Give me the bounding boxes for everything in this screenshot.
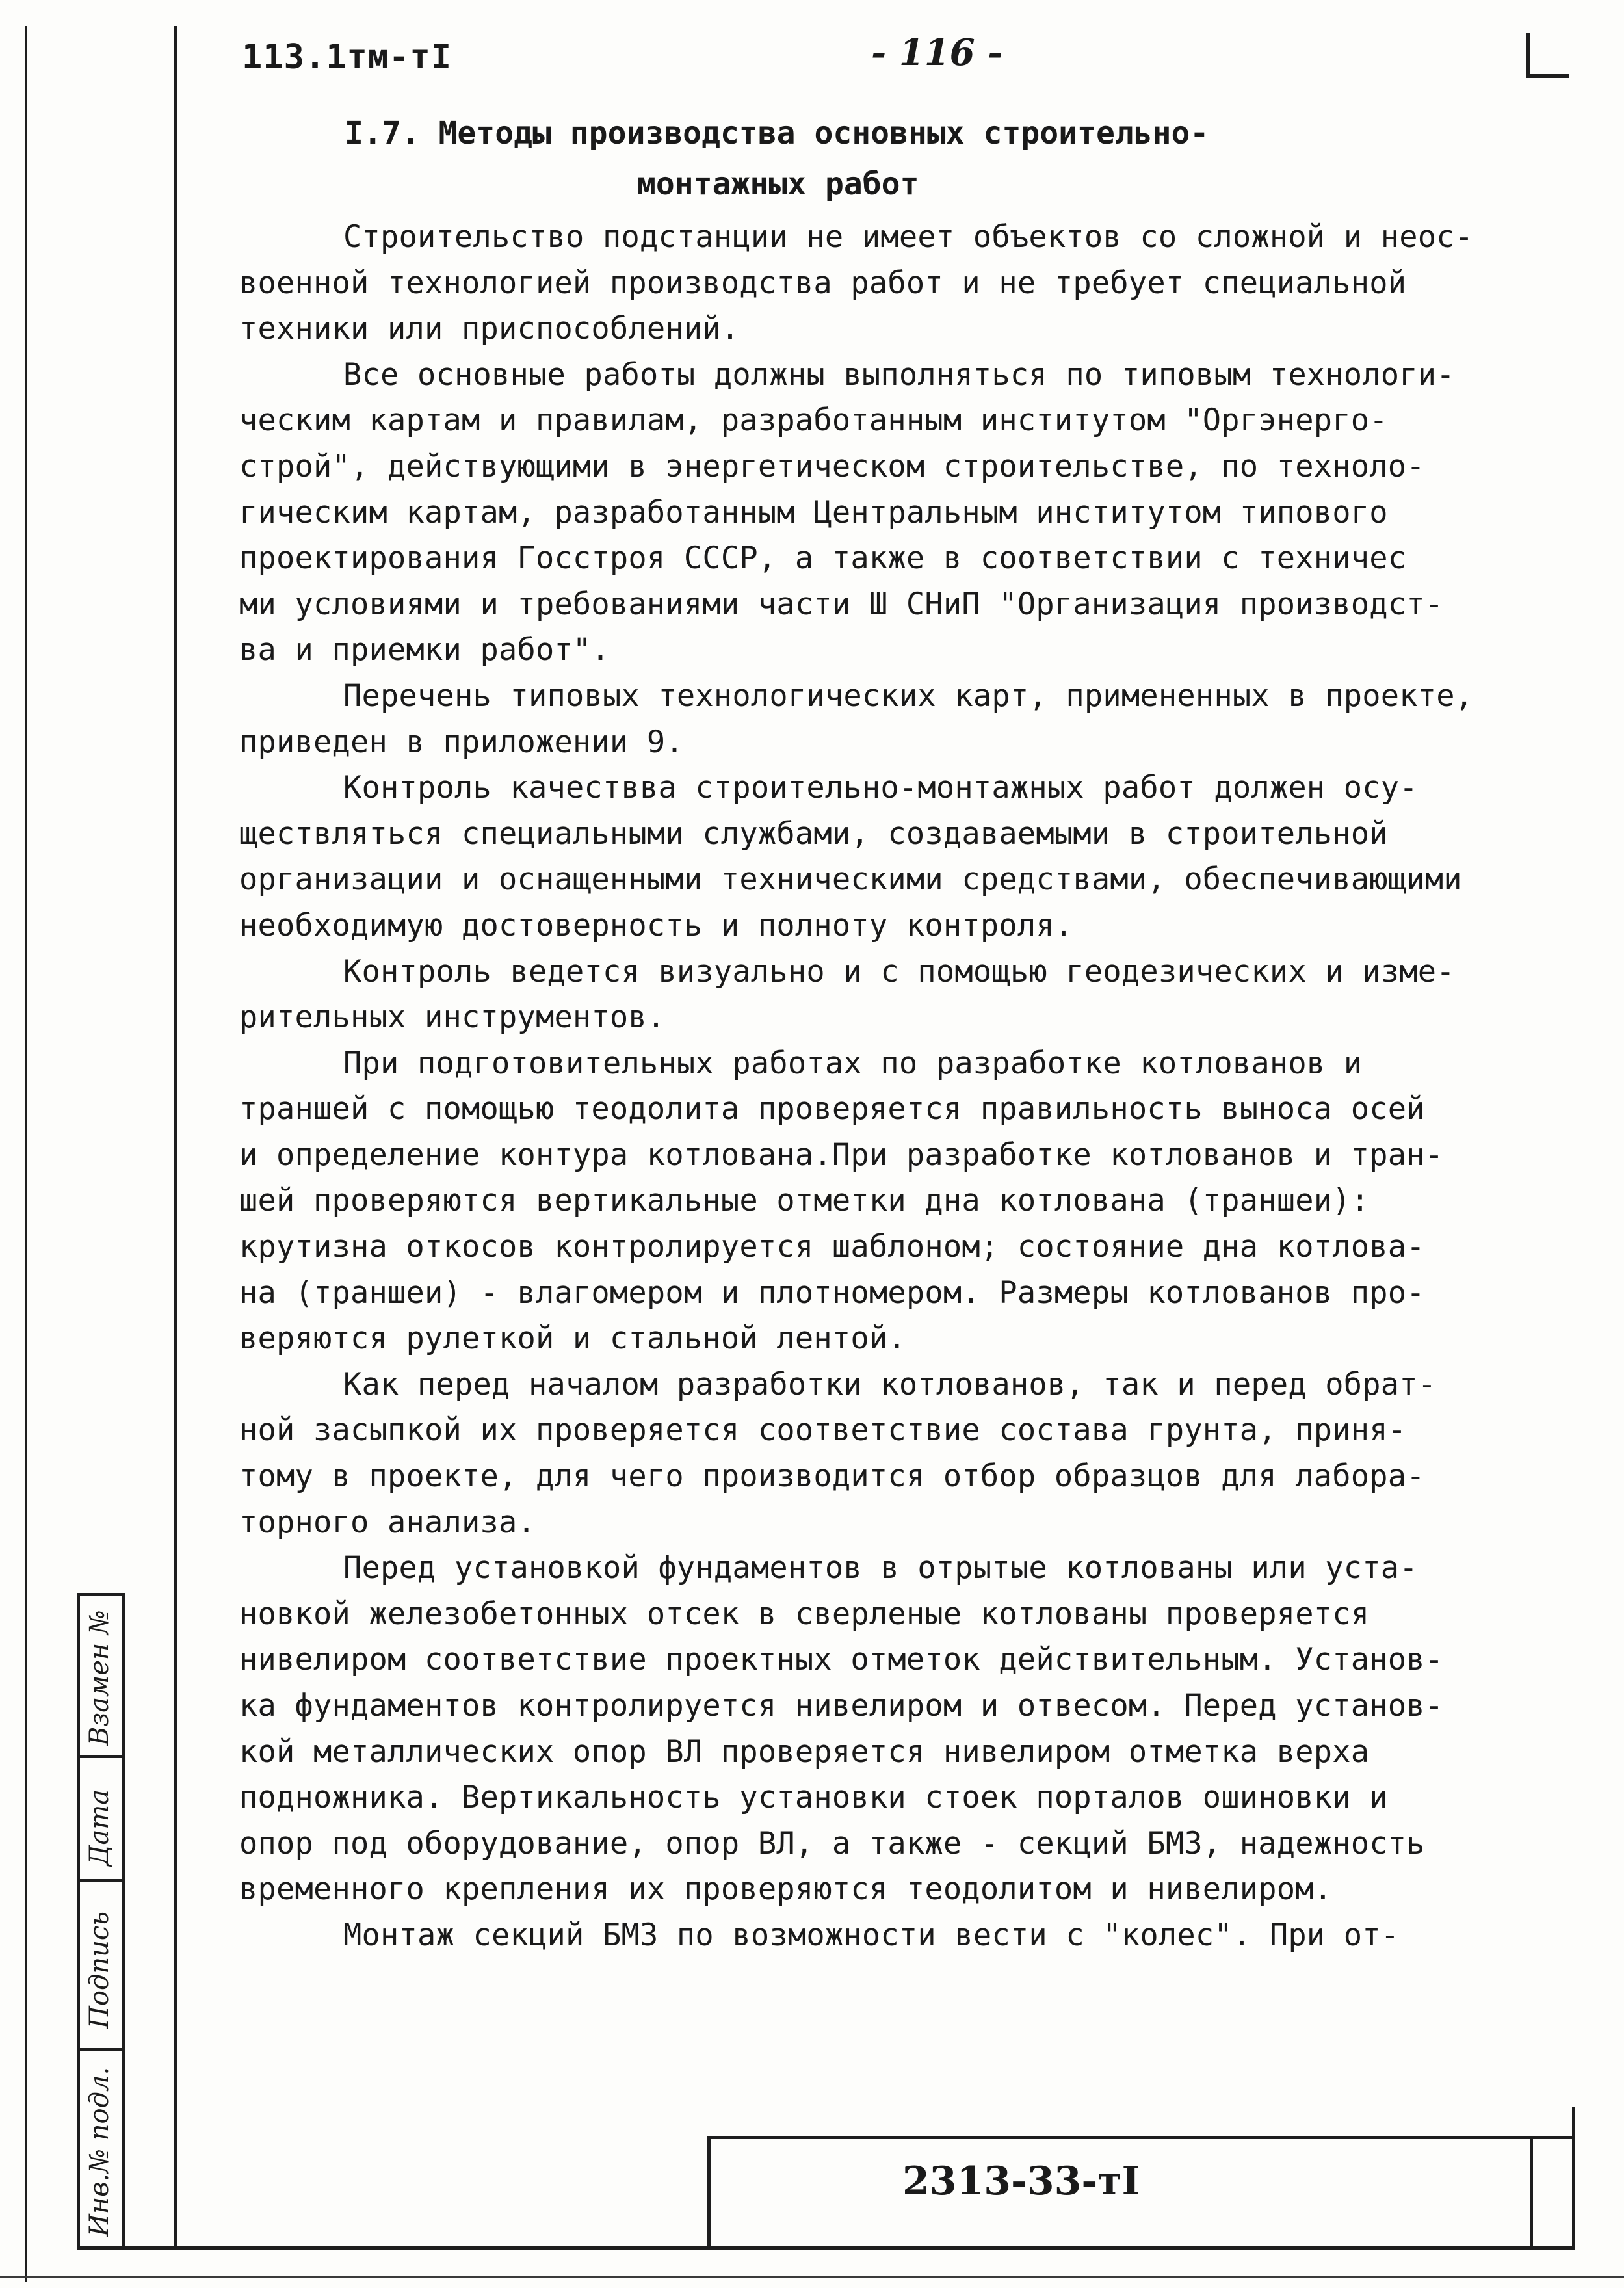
text-line: организации и оснащенными техническими средствами, обеспечивающими	[239, 861, 1462, 898]
section-title	[345, 108, 1385, 209]
stamp-label-replace: Взамен №	[85, 1610, 114, 1746]
text-line: торного анализа.	[239, 1504, 536, 1540]
corner-bracket-mark	[1526, 33, 1569, 78]
text-line: ческим картам и правилам, разработанным институтом "Оргэнерго-	[239, 402, 1388, 439]
text-line: военной технологией производства работ и не требует специальной	[239, 265, 1407, 301]
left-margin-frame-line	[174, 26, 177, 2250]
document-header-code: 113.1тм-тI	[242, 38, 452, 77]
bottom-frame-line	[77, 2246, 1572, 2250]
text-line: рительных инструментов.	[239, 999, 666, 1036]
document-code: 2313-33-тI	[902, 2159, 1140, 2204]
stamp-divider	[77, 1593, 125, 1596]
text-line: подножника. Вертикальность установки стоек порталов ошиновки и	[239, 1780, 1388, 1816]
text-line: Контроль ведется визуально и с помощью геодезических и изме-	[343, 953, 1455, 990]
paragraph	[239, 1545, 1565, 1913]
page-bottom-edge-line	[0, 2276, 1624, 2278]
text-line: При подготовительных работах по разработке котлованов и	[343, 1045, 1363, 1081]
text-line: ществляться специальными службами, создаваемыми в строительной	[239, 815, 1388, 852]
paragraph	[239, 215, 1565, 352]
section-title-line-2: монтажных работ	[637, 166, 919, 202]
text-line: ми условиями и требованиями части Ш СНиП "Организация производст-	[239, 586, 1444, 622]
body-text	[239, 215, 1565, 1959]
text-line: опор под оборудование, опор ВЛ, а также - секций БМЗ, надежность	[239, 1825, 1425, 1861]
text-line: ной засыпкой их проверяется соответствие состава грунта, приня-	[239, 1412, 1407, 1449]
text-line: ка фундаментов контролируется нивелиром и отвесом. Перед установ-	[239, 1688, 1444, 1724]
page-number: - 116 -	[871, 31, 1003, 74]
text-line: приведен в приложении 9.	[239, 724, 684, 760]
text-line: тому в проекте, для чего производится отбор образцов для лабора-	[239, 1458, 1425, 1495]
text-line: Строительство подстанции не имеет объектов со сложной и неос-	[343, 219, 1474, 255]
section-title-line-1: I.7. Методы производства основных строительно-	[345, 115, 1209, 151]
paragraph	[239, 949, 1565, 1041]
paragraph	[239, 352, 1565, 674]
text-line: и определение контура котлована.При разработке котлованов и тран-	[239, 1137, 1444, 1173]
text-line: Перечень типовых технологических карт, примененных в проекте,	[343, 677, 1474, 714]
paragraph	[239, 1041, 1565, 1362]
stamp-divider	[77, 1755, 125, 1758]
sheet-number-box	[1533, 2136, 1572, 2246]
text-line: гическим картам, разработанным Центральным институтом типового	[239, 494, 1388, 531]
text-line: шей проверяются вертикальные отметки дна котлована (траншеи):	[239, 1183, 1370, 1219]
paragraph	[239, 1362, 1565, 1545]
stamp-inner-line	[122, 1593, 125, 2250]
text-line: нивелиром соответствие проектных отметок действительным. Установ-	[239, 1642, 1444, 1678]
text-line: Перед установкой фундаментов в отрытые котлованы или уста-	[343, 1550, 1418, 1586]
text-line: техники или приспособлений.	[239, 311, 740, 347]
text-line: проектирования Госстроя СССР, а также в соответствии с техничес	[239, 540, 1407, 577]
text-line: необходимую достоверность и полноту контроля.	[239, 907, 1073, 943]
stamp-divider	[77, 2048, 125, 2051]
text-line: кой металлических опор ВЛ проверяется нивелиром отметка верха	[239, 1733, 1370, 1770]
paragraph	[239, 1913, 1565, 1959]
text-line: крутизна откосов контролируется шаблоном; состояние дна котлова-	[239, 1229, 1425, 1265]
stamp-divider	[77, 1879, 125, 1882]
stamp-label-sign: Подпись	[85, 1911, 114, 2029]
left-binding-line	[25, 26, 27, 2282]
text-line: временного крепления их проверяются теодолитом и нивелиром.	[239, 1871, 1333, 1908]
stamp-label-date: Дата	[85, 1789, 114, 1866]
text-line: Монтаж секций БМЗ по возможности вести с "колес". При от-	[343, 1917, 1400, 1953]
text-line: на (траншеи) - влагомером и плотномером. Размеры котлованов про-	[239, 1274, 1425, 1311]
text-line: новкой железобетонных отсек в сверленые котлованы проверяется	[239, 1596, 1370, 1632]
text-line: Как перед началом разработки котлованов, так и перед обрат-	[343, 1366, 1437, 1402]
text-line: веряются рулеткой и стальной лентой.	[239, 1321, 906, 1357]
right-frame-line	[1572, 2107, 1575, 2250]
stamp-outer-line	[77, 1593, 80, 2250]
text-line: траншей с помощью теодолита проверяется правильность выноса осей	[239, 1091, 1425, 1127]
text-line: строй", действующими в энергетическом строительстве, по техноло-	[239, 448, 1425, 484]
text-line: Контроль качествва строительно-монтажных работ должен осу-	[343, 770, 1418, 806]
text-line: Все основные работы должны выполняться по типовым технологи-	[343, 356, 1455, 393]
paragraph	[239, 765, 1565, 949]
stamp-label-inv-orig: Инв.№ подл.	[85, 2066, 114, 2237]
text-line: ва и приемки работ".	[239, 632, 610, 668]
paragraph	[239, 674, 1565, 765]
